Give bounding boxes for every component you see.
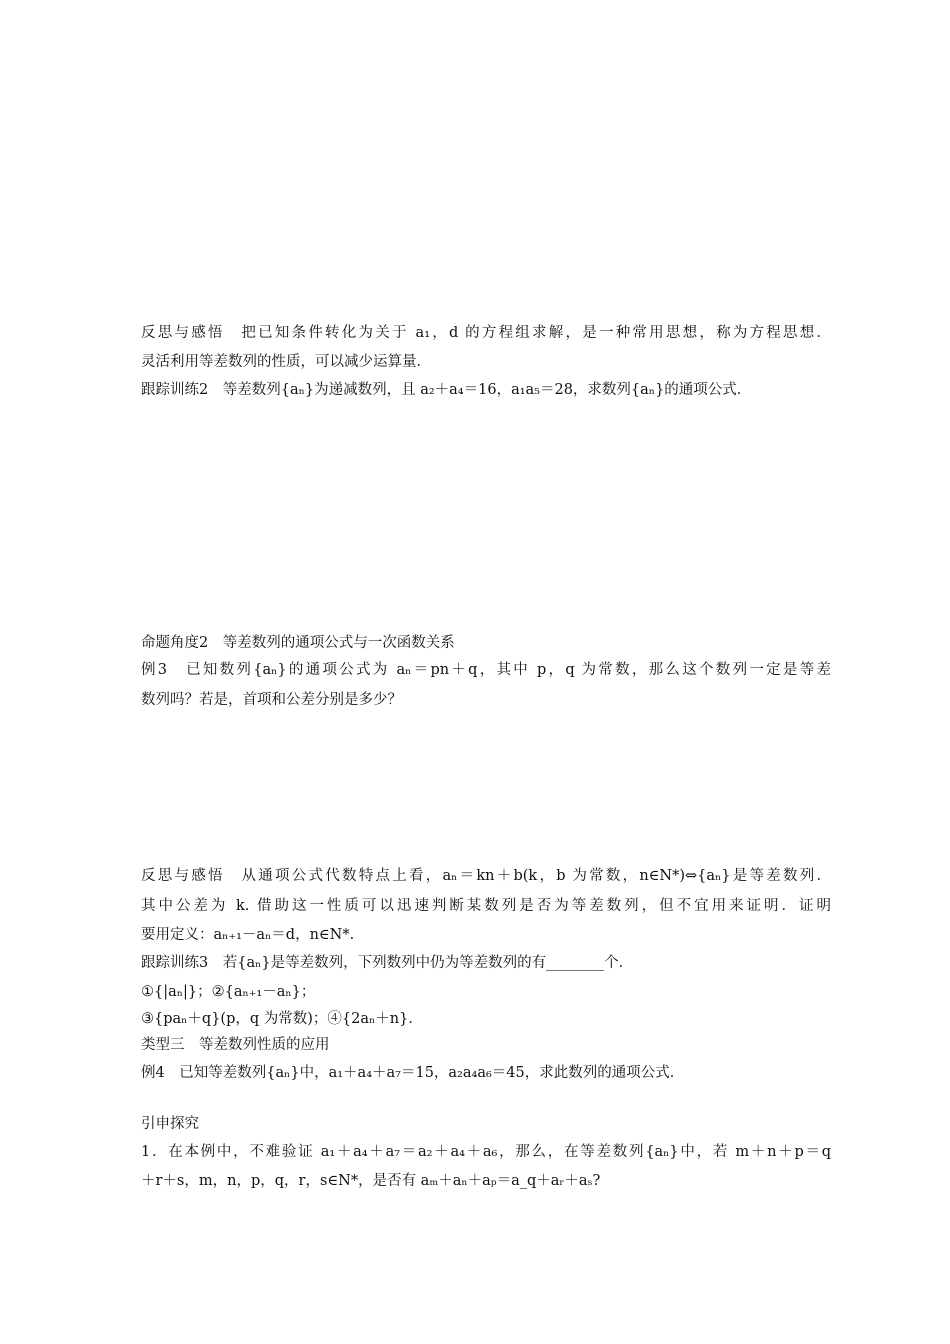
section-heading: 命题角度2 等差数列的通项公式与一次函数关系: [141, 635, 455, 651]
text-line: 跟踪训练2 等差数列{aₙ}为递减数列，且 a₂＋a₄＝16，a₁a₅＝28，求数列{aₙ}的通项公式．: [141, 382, 752, 398]
text-line: ①{|aₙ|}；②{aₙ₊₁－aₙ}；: [141, 984, 316, 1000]
text-line: 灵活利用等差数列的性质，可以减少运算量．: [141, 354, 431, 370]
text-line: ③{paₙ＋q}(p，q 为常数)；④{2aₙ＋n}．: [141, 1011, 423, 1027]
text-line: ＋r＋s，m，n，p，q，r，s∈N*，是否有 aₘ＋aₙ＋aₚ＝a_q＋aᵣ＋aₛ?: [141, 1173, 601, 1189]
text-line: 跟踪训练3 若{aₙ}是等差数列，下列数列中仍为等差数列的有________个．: [141, 955, 634, 971]
text-line: 例4 已知等差数列{aₙ}中，a₁＋a₄＋a₇＝15，a₂a₄a₆＝45，求此数列的通项公式．: [141, 1065, 685, 1081]
text-line: 例3 已知数列{aₙ}的通项公式为 aₙ＝pn＋q，其中 p，q 为常数，那么这个数列一定是等差: [141, 662, 831, 678]
section-heading: 引申探究: [141, 1116, 199, 1132]
text-line: 反思与感悟 从通项公式代数特点上看，aₙ＝kn＋b(k，b 为常数，n∈N*)⇔{aₙ}是等差数列．: [141, 868, 831, 884]
text-line: 要用定义：aₙ₊₁－aₙ＝d，n∈N*.: [141, 927, 355, 943]
text-line: 其中公差为 k. 借助这一性质可以迅速判断某数列是否为等差数列，但不宜用来证明．证明: [141, 898, 831, 914]
text-line: 数列吗？若是，首项和公差分别是多少？: [141, 692, 402, 708]
section-heading: 类型三 等差数列性质的应用: [141, 1037, 330, 1053]
text-line: 反思与感悟 把已知条件转化为关于 a₁，d 的方程组求解，是一种常用思想，称为方程思想．: [141, 325, 831, 341]
text-line: 1．在本例中，不难验证 a₁＋a₄＋a₇＝a₂＋a₄＋a₆，那么，在等差数列{aₙ}中，若 m＋n＋p＝q: [141, 1144, 831, 1160]
